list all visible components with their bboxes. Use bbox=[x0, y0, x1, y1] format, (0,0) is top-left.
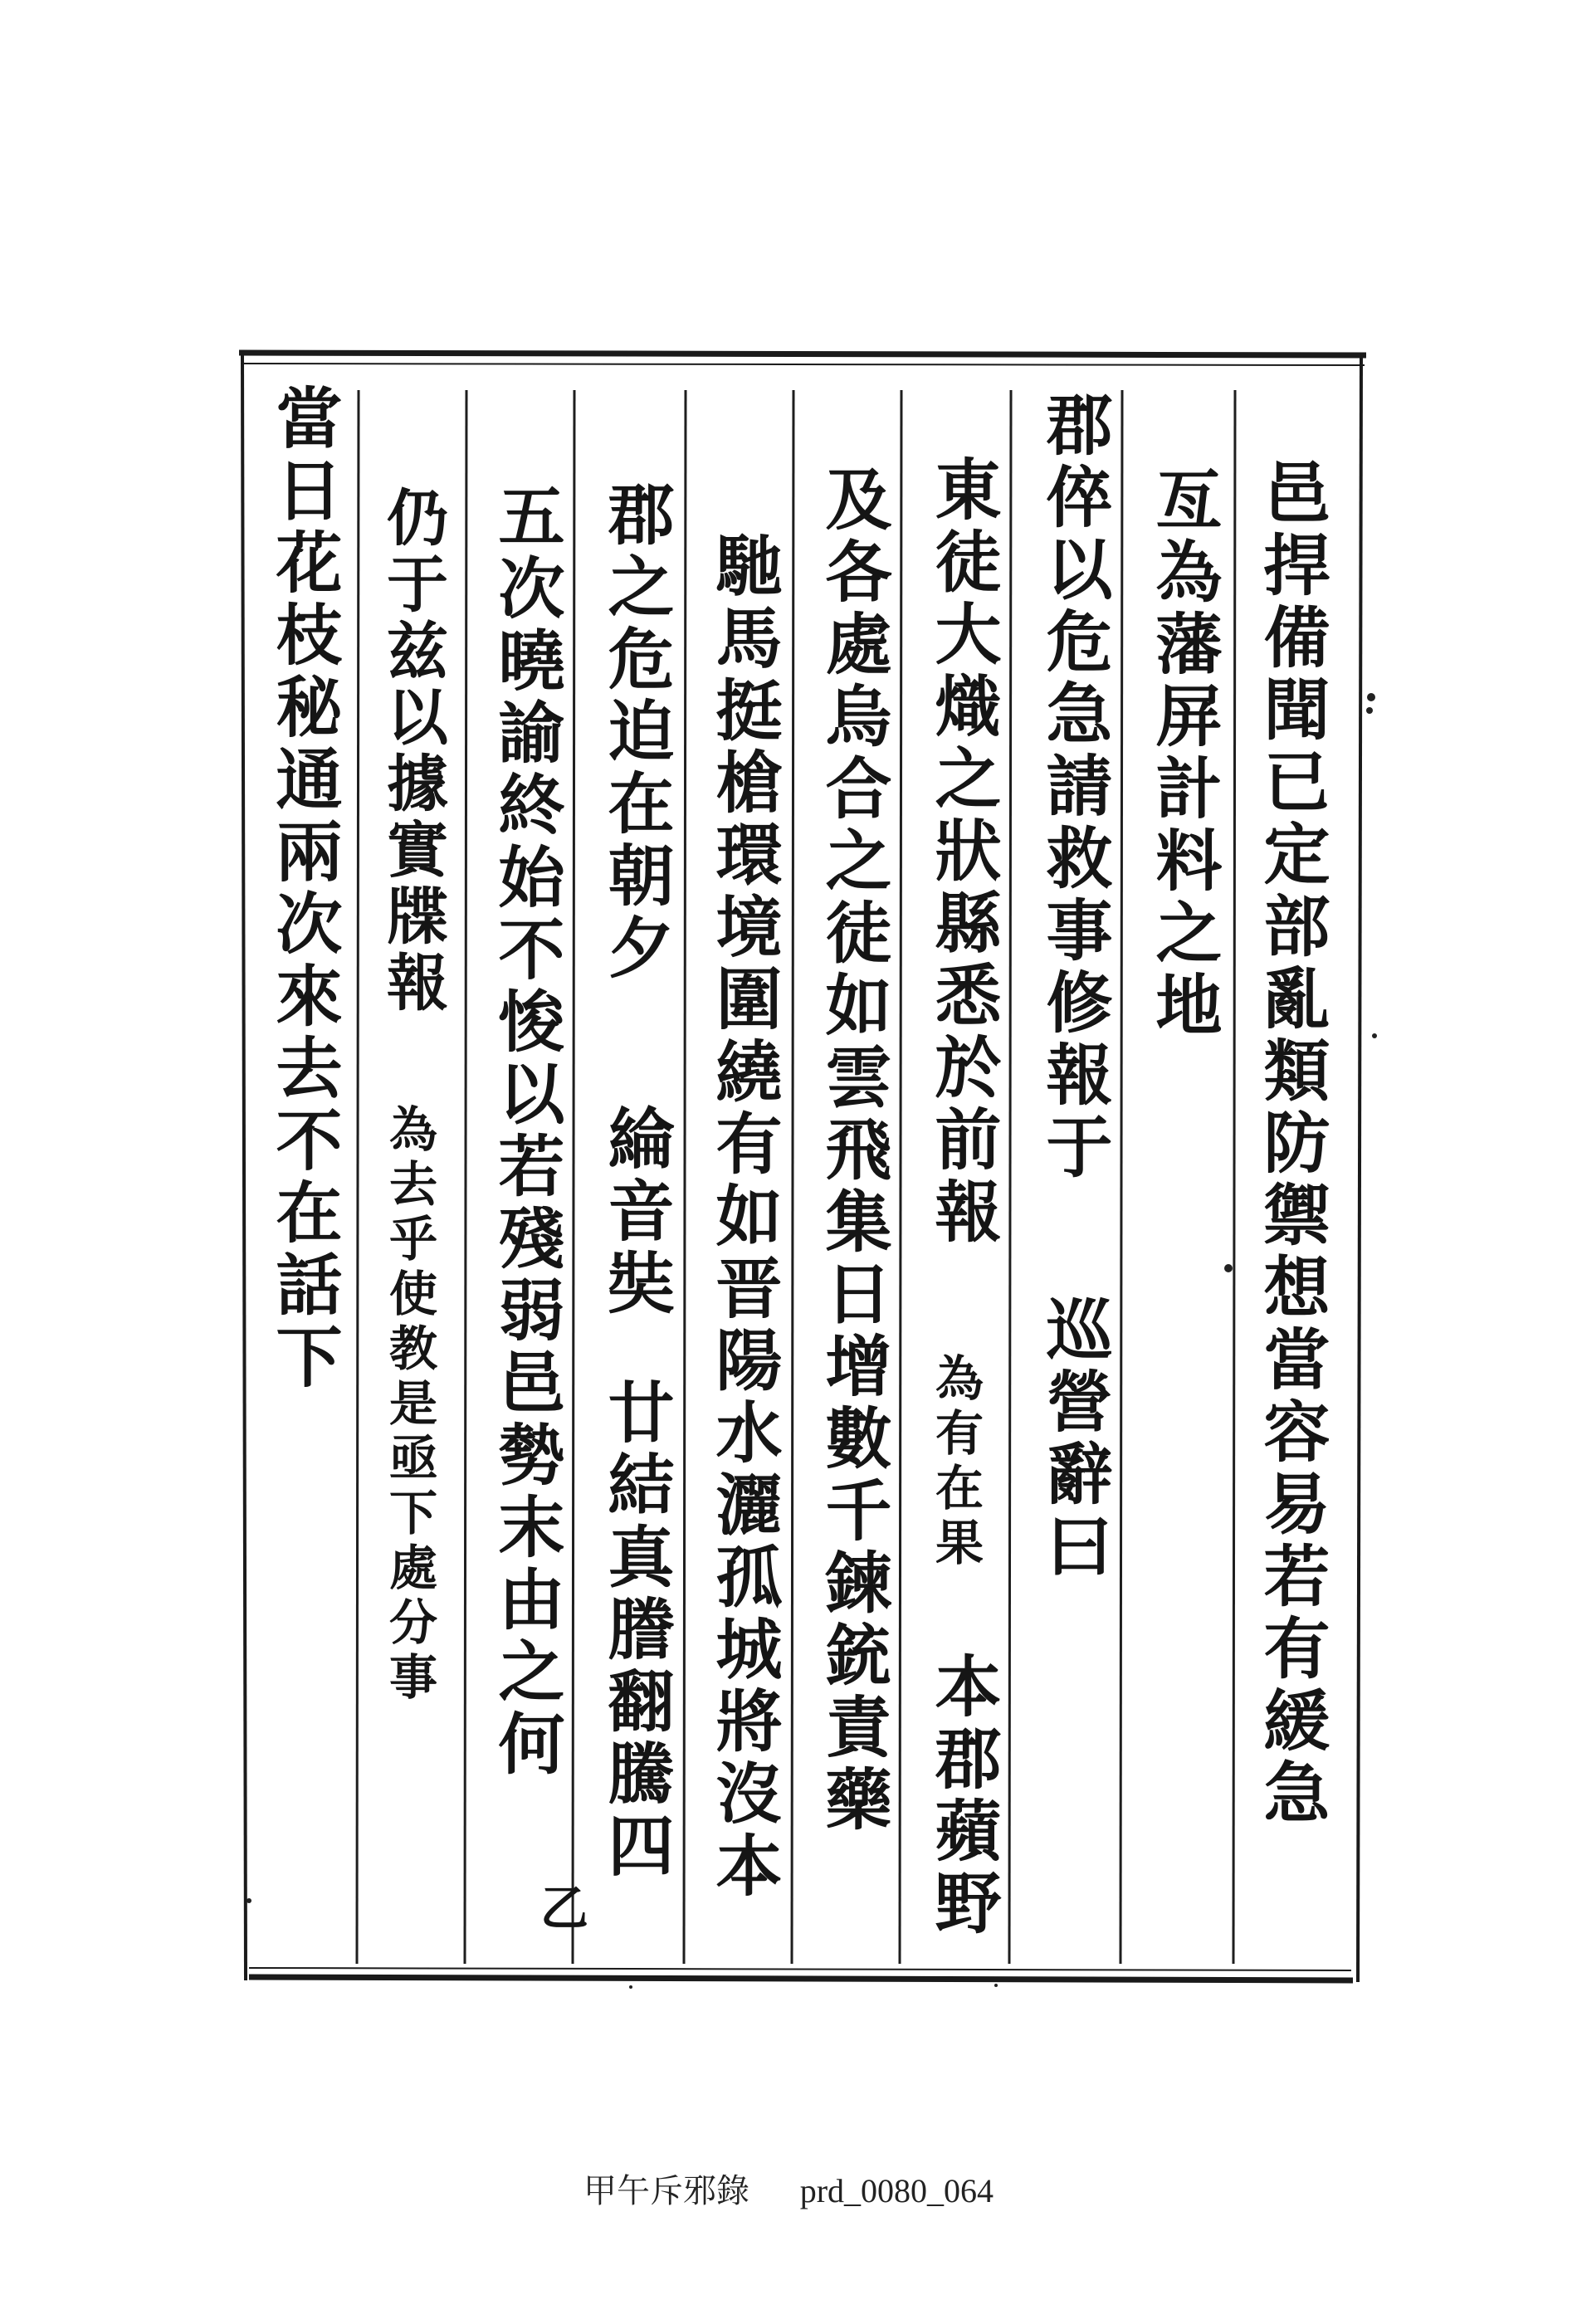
text-column-3b: 巡營辭曰 bbox=[1035, 1295, 1113, 1584]
text-column-2: 亙為藩屏計料之地 bbox=[1145, 465, 1223, 1042]
text-column-9a: 仍于兹以據實牒報 bbox=[377, 486, 448, 1017]
text-column-8-note: 乙 bbox=[532, 1882, 588, 1937]
text-column-4c: 本郡蘋野 bbox=[924, 1652, 1002, 1941]
caption-code: prd_0080_064 bbox=[799, 2172, 994, 2209]
text-column-4b: 為有在果 bbox=[927, 1353, 984, 1572]
text-column-5: 及各處烏合之徒如雲飛集日增數千鍊銃責藥 bbox=[814, 465, 892, 1837]
page-caption bbox=[0, 2165, 1577, 2212]
caption-title: 甲午斥邪錄 bbox=[583, 2172, 749, 2210]
text-column-3a: 郡倅以危急請救事修報于 bbox=[1035, 390, 1113, 1184]
text-column-9b-note: 為去乎使教是亟下處分事 bbox=[381, 1104, 437, 1706]
text-column-6: 馳馬挺槍環境圍繞有如晋陽水灑孤城將沒本 bbox=[705, 531, 783, 1903]
text-column-7c: 廿結真謄翻騰四 bbox=[597, 1378, 675, 1883]
text-column-10: 當日花枝秘通兩次來去不在話下 bbox=[265, 383, 343, 1394]
text-column-8: 五次曉諭終始不悛以若殘弱邑勢末由之何 bbox=[487, 481, 565, 1781]
text-column-7b: 綸音奘 bbox=[597, 1104, 675, 1321]
text-column-1: 邑捍備聞已定部亂類防禦想當容易若有緩急 bbox=[1252, 458, 1330, 1830]
text-column-7a: 郡之危迫在朝夕 bbox=[597, 480, 675, 985]
text-column-4a: 東徒大熾之狀縣悉於前報 bbox=[924, 455, 1002, 1249]
